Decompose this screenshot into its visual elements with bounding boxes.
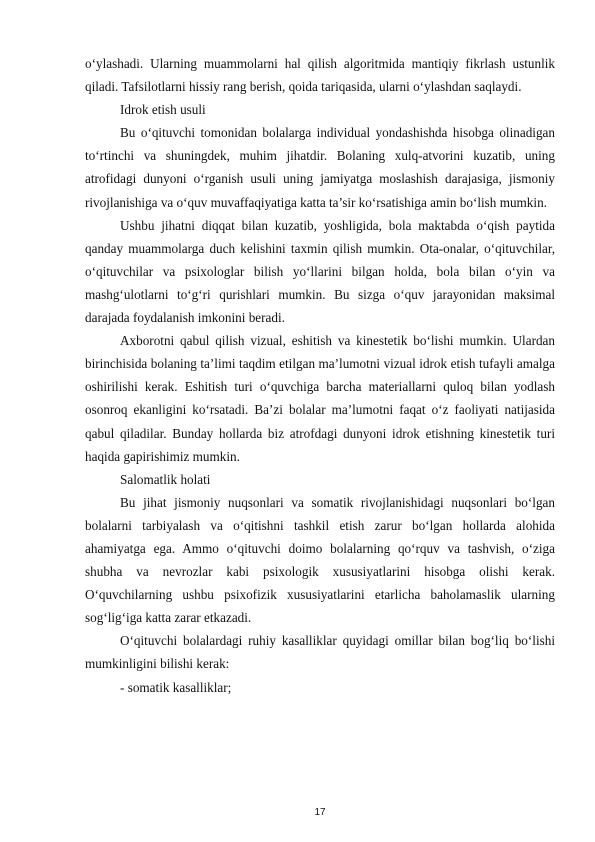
paragraph-continuation: o‘ylashadi. Ularning muammolarni hal qilish algoritmida mantiqiy fikrlash ustunlik qiladi. Tafsilotlarni hissiy rang berish, qoida tariqasida, ularni o‘ylashdan saqlaydi.	[85, 56, 555, 95]
paragraph-health-factors: O‘qituvchi bolalardagi ruhiy kasalliklar quyidagi omillar bilan bog‘liq bo‘lishi mumkinligini bilishi kerak:	[85, 633, 555, 672]
paragraph-perception-observation: Ushbu jihatni diqqat bilan kuzatib, yoshligida, bola maktabda o‘qish paytida qanday muammolarga duch kelishini taxmin qilish mumkin. Ota-onalar, o‘qituvchilar, o‘qituvchilar va psixologlar bilish yo‘llarini bilgan holda, bola bilan o‘yin va mashg‘ulotlarni to‘g‘ri qurishlari mumkin. Bu sizga o‘quv jarayonidan maksimal darajada foydalanish imkonini beradi.	[85, 217, 555, 326]
document-body	[85, 52, 555, 699]
list-item-somatic: - somatik kasalliklar;	[120, 679, 232, 695]
paragraph-perception-intro: Bu o‘qituvchi tomonidan bolalarga individual yondashishda hisobga olinadigan to‘rtinchi va shuningdek, muhim jihatdir. Bolaning xulq-atvorini kuzatib, uning atrofidagi dunyoni o‘rganish usuli uning jamiyatga moslashish darajasiga, jismoniy rivojlanishiga va o‘quv muvaffaqiyatiga katta ta’sir ko‘rsatishiga amin bo‘lish mumkin.	[85, 125, 555, 210]
section-heading-health: Salomatlik holati	[120, 471, 211, 487]
section-heading-perception: Idrok etish usuli	[120, 102, 206, 118]
paragraph-health-intro: Bu jihat jismoniy nuqsonlari va somatik rivojlanishidagi nuqsonlari bo‘lgan bolalarni tarbiyalash va o‘qitishni tashkil etish zarur bo‘lgan hollarda alohida ahamiyatga ega. Ammo o‘qituvchi doimo bolalarning qo‘rquv va tashvish, o‘ziga shubha va nevrozlar kabi psixologik xususiyatlarini hisobga olishi kerak. O‘quvchilarning ushbu psixofizik xususiyatlarini etarlicha baholamaslik ularning sog‘lig‘iga katta zarar etkazadi.	[85, 494, 555, 626]
paragraph-perception-types: Axborotni qabul qilish vizual, eshitish va kinestetik bo‘lishi mumkin. Ulardan birinchisida bolaning ta’limi taqdim etilgan ma’lumotni vizual idrok etish tufayli amalga oshirilishi kerak. Eshitish turi o‘quvchiga barcha materiallarni quloq bilan yodlash osonroq ekanligini ko‘rsatadi. Ba’zi bolalar ma’lumotni faqat o‘z faoliyati natijasida qabul qiladilar. Bunday hollarda biz atrofdagi dunyoni idrok etishning kinestetik turi haqida gapirishimiz mumkin.	[85, 333, 555, 464]
page-number: 17	[314, 807, 326, 818]
